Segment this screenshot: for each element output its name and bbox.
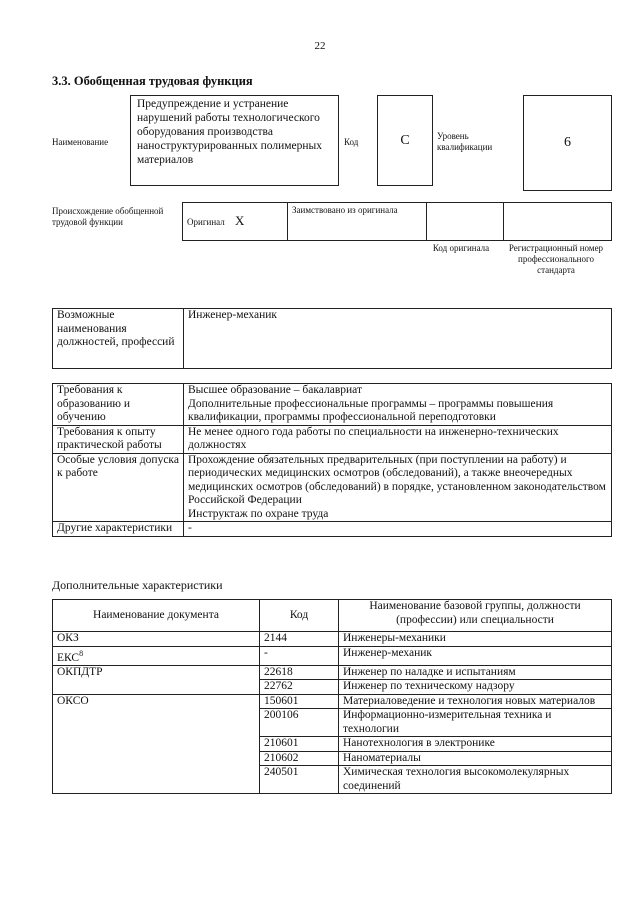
code-original-cell (427, 203, 504, 241)
code-cell: 210602 (260, 751, 339, 766)
table-row (53, 665, 612, 680)
reg-number-caption: Регистрационный номер профессионального стандарта (508, 243, 604, 275)
additional-table (52, 599, 612, 794)
document-cell (53, 632, 260, 647)
code-cell: 210601 (260, 737, 339, 752)
code-cell: 2144 (260, 632, 339, 647)
occupation-name-cell: Инженер-механик (339, 646, 612, 665)
requirement-row (53, 384, 612, 426)
code-cell: 22618 (260, 665, 339, 680)
document-cell (53, 665, 260, 694)
name-label: Наименование (52, 137, 109, 147)
requirements-table (52, 383, 612, 537)
function-name-box: Предупреждение и устранение нарушений работы технологического оборудования производства наноструктурированных полимерных материалов (130, 95, 339, 186)
code-cell: 240501 (260, 766, 339, 794)
document-name: ОКЗ (57, 632, 79, 644)
table-row (53, 694, 612, 709)
origin-table (182, 202, 612, 241)
document-name: ЕКС (57, 651, 80, 664)
requirement-line: Не менее одного года работы по специальности на инженерно-технических должностях (188, 425, 559, 451)
requirement-line: Прохождение обязательных предварительных (при поступлении на работу) и периодических медицинских осмотров (обследований), а также внеочередных медицинских осмотров (обследований) в порядке, установленном законодательством Российской Федерации (188, 453, 606, 506)
code-cell: - (260, 646, 339, 665)
additional-title: Дополнительные характеристики (52, 578, 223, 592)
requirement-label: Требования к образованию и обучению (53, 384, 184, 426)
document-name: ОКСО (57, 694, 89, 707)
occupation-name-cell: Нанотехнология в электронике (339, 737, 612, 752)
occupation-name-cell: Информационно-измерительная техника и технологии (339, 709, 612, 737)
original-label: Оригинал (187, 217, 225, 227)
table-row (53, 632, 612, 647)
requirement-line: Инструктаж по охране труда (188, 507, 329, 520)
positions-value: Инженер-механик (184, 309, 612, 369)
positions-label: Возможные наименования должностей, профессий (53, 309, 184, 369)
document-cell (53, 694, 260, 794)
requirement-value (184, 453, 612, 522)
level-label: Уровень квалификации (437, 131, 493, 152)
footnote-marker: 8 (79, 648, 84, 658)
requirement-row (53, 453, 612, 522)
code-value-box: С (377, 95, 433, 186)
occupation-name-cell: Инженер по техническому надзору (339, 680, 612, 695)
header-base-group: Наименование базовой группы, должности (профессии) или специальности (339, 600, 612, 632)
requirement-line: Высшее образование – бакалавриат (188, 384, 362, 396)
page-number: 22 (314, 40, 326, 52)
occupation-name-cell: Наноматериалы (339, 751, 612, 766)
document-cell (53, 646, 260, 665)
code-cell: 200106 (260, 709, 339, 737)
table-row (53, 646, 612, 665)
occupation-name-cell: Инженеры-механики (339, 632, 612, 647)
requirement-value (184, 425, 612, 453)
origin-label: Происхождение обобщенной трудовой функции (52, 206, 164, 227)
code-original-caption: Код оригинала (432, 243, 490, 253)
level-value-box: 6 (523, 95, 612, 191)
requirement-row (53, 425, 612, 453)
borrowed-label: Заимствовано из оригинала (288, 203, 427, 241)
code-cell: 22762 (260, 680, 339, 695)
positions-table (52, 308, 612, 369)
code-cell: 150601 (260, 694, 339, 709)
header-code: Код (260, 600, 339, 632)
occupation-name-cell: Инженер по наладке и испытаниям (339, 665, 612, 680)
requirement-label: Другие характеристики (53, 522, 184, 537)
requirement-line: - (188, 522, 192, 534)
section-title: 3.3. Обобщенная трудовая функция (52, 74, 253, 88)
requirement-value (184, 384, 612, 426)
reg-number-cell (504, 203, 612, 241)
requirement-value (184, 522, 612, 537)
occupation-name-cell: Химическая технология высокомолекулярных соединений (339, 766, 612, 794)
document-name: ОКПДТР (57, 665, 103, 678)
original-mark: Х (234, 213, 245, 228)
requirement-row (53, 522, 612, 537)
requirement-label: Особые условия допуска к работе (53, 453, 184, 522)
requirement-label: Требования к опыту практической работы (53, 425, 184, 453)
occupation-name-cell: Материаловедение и технология новых материалов (339, 694, 612, 709)
code-label: Код (344, 137, 359, 147)
header-document: Наименование документа (53, 600, 260, 632)
origin-original-cell (183, 203, 288, 241)
requirement-line: Дополнительные профессиональные программы – программы повышения квалификации, программы профессиональной переподготовки (188, 397, 554, 423)
